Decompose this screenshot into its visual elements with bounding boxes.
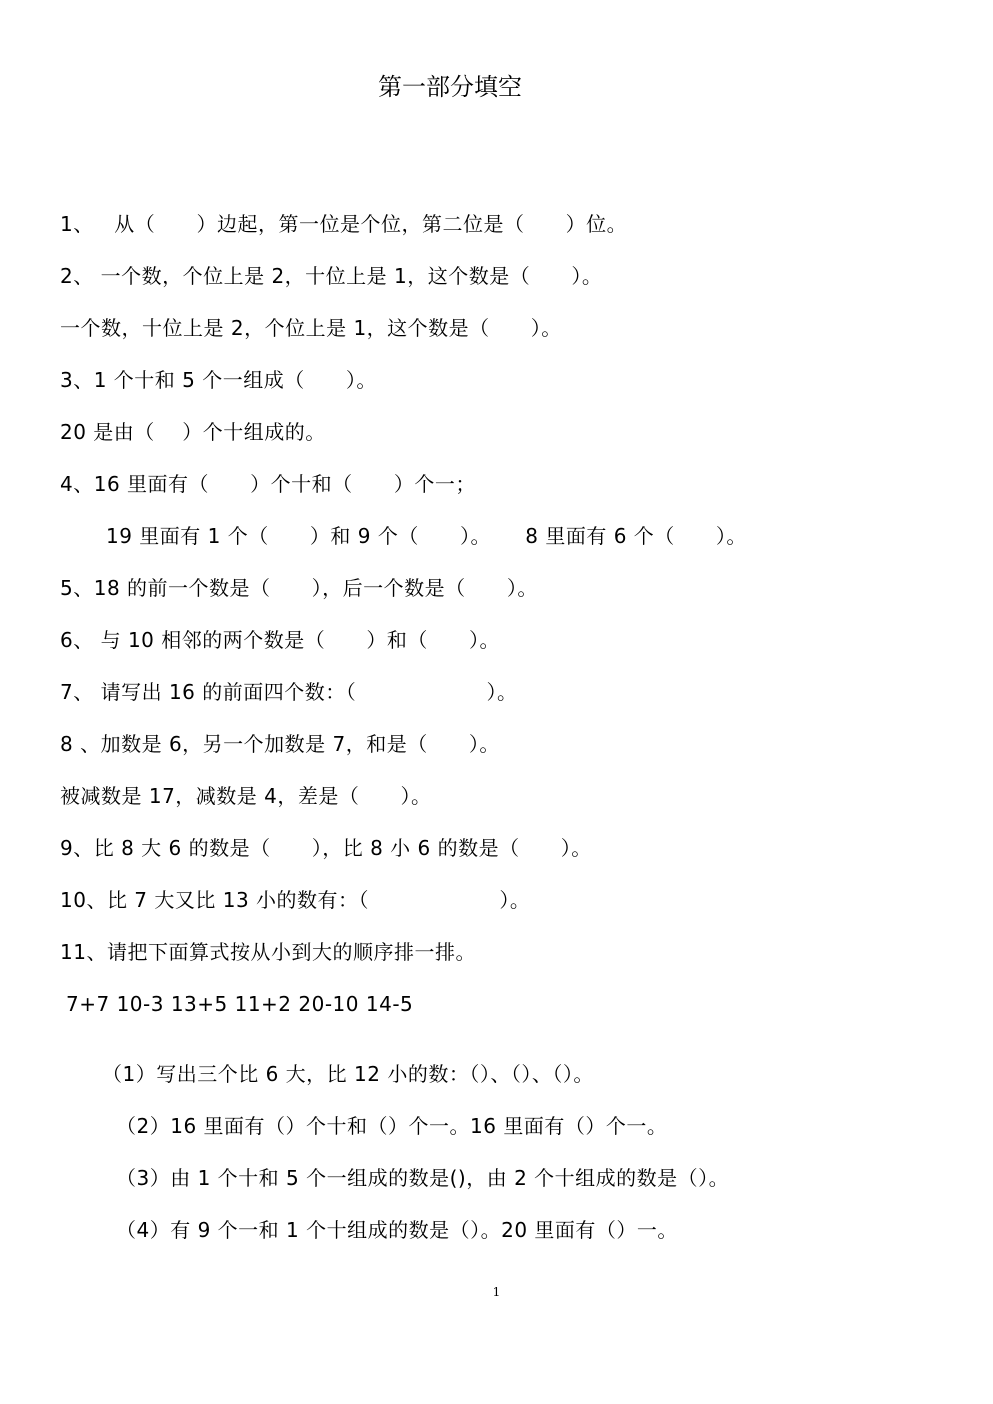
expression-line: 7+7 10-3 13+5 11+2 20-10 14-5 (66, 992, 414, 1016)
sub-question-2-line: （2）16 里面有（）个十和（）个一。16 里面有（）个一。 (116, 1114, 668, 1138)
sub-question-4-line: （4）有 9 个一和 1 个十组成的数是（）。20 里面有（）一。 (116, 1218, 678, 1242)
question-2-line-a: 2、 一个数，个位上是 2，十位上是 1，这个数是（ ）。 (60, 264, 603, 288)
sub-question-3-line: （3）由 1 个十和 5 个一组成的数是()，由 2 个十组成的数是（）。 (116, 1166, 730, 1190)
question-3-line-a: 3、1 个十和 5 个一组成（ ）。 (60, 368, 377, 392)
sub-question-1-line: （1）写出三个比 6 大，比 12 小的数：（）、（）、（）。 (102, 1062, 594, 1086)
question-2-line-b: 一个数，十位上是 2，个位上是 1，这个数是（ ）。 (60, 316, 562, 340)
question-3-line-b: 20 是由（ ）个十组成的。 (60, 420, 326, 444)
question-10-line: 10、比 7 大又比 13 小的数有：（ ）。 (60, 888, 531, 912)
page-title: 第一部分填空 (378, 73, 522, 101)
question-7-line: 7、 请写出 16 的前面四个数：（ ）。 (60, 680, 518, 704)
question-8-line-a: 8 、加数是 6，另一个加数是 7，和是（ ）。 (60, 732, 500, 756)
page-number: 1 (492, 1285, 501, 1299)
question-1-line: 1、 从（ ）边起，第一位是个位，第二位是（ ）位。 (60, 212, 628, 236)
question-4-line-a: 4、16 里面有（ ）个十和（ ）个一； (60, 472, 476, 496)
question-9-line: 9、比 8 大 6 的数是（ ），比 8 小 6 的数是（ ）。 (60, 836, 592, 860)
question-4-line-b: 19 里面有 1 个（ ）和 9 个（ ）。 8 里面有 6 个（ ）。 (106, 524, 747, 548)
question-6-line: 6、 与 10 相邻的两个数是（ ）和（ ）。 (60, 628, 501, 652)
question-5-line: 5、18 的前一个数是（ ），后一个数是（ ）。 (60, 576, 538, 600)
question-8-line-b: 被减数是 17，减数是 4，差是（ ）。 (60, 784, 432, 808)
question-11-line: 11、请把下面算式按从小到大的顺序排一排。 (60, 940, 476, 964)
